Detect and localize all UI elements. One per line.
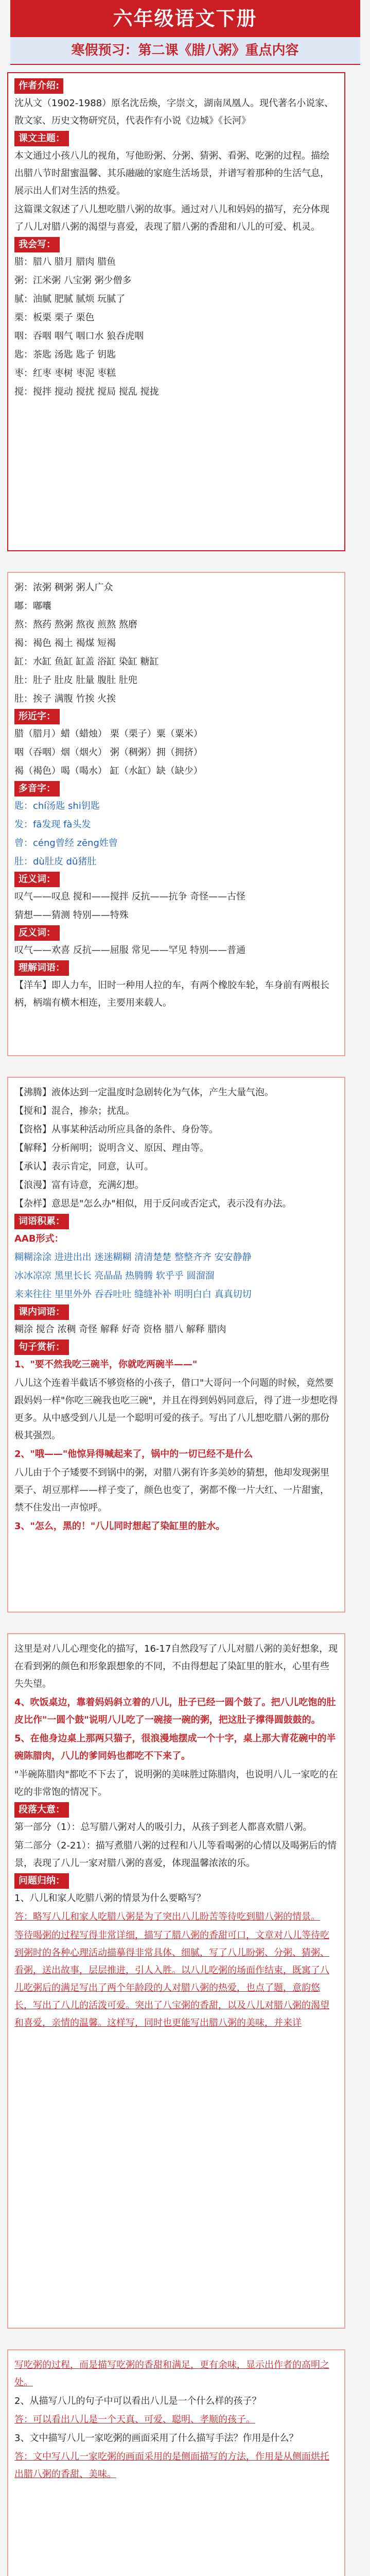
- similar-line: 咽（吞咽）烟（烟火） 粥（稠粥）拥（拥挤）: [14, 747, 203, 758]
- analysis-line: 这里是对八儿心理变化的描写，16-17自然段写了八儿对腊八粥的美好想象，现在看到粥的颜色和形象跟想象的不同，不由得想起了染缸里的脏水，心里有些失失望。: [14, 1643, 338, 1689]
- sentence-line: 1、"要不然我吃三碗半，你就吃两碗半——": [14, 1359, 198, 1370]
- analysis-line: 1、八儿和家人吃腊八粥的情景为什么要略写？: [14, 1893, 206, 1904]
- char-line: 咽：吞咽 咽气 咽口水 狼吞虎咽: [14, 331, 144, 342]
- polyphone-tag: 多音字：: [14, 781, 60, 796]
- theme-text-1: 本文通过小孩八儿的视角，写他盼粥、分粥、猜粥、看粥、吃粥的过程。描绘出腊八节时甜蜜温馨、其乐融融的家庭生活场景，并谱写着那种的生活气息，展示出人们对生活的热爱。: [14, 150, 329, 196]
- similar-tag: 形近字：: [14, 709, 60, 724]
- vocab-line: 【承认】表示肯定，同意，认可。: [14, 1161, 153, 1172]
- understand-tag: 理解词语：: [14, 960, 69, 976]
- char2-line: 熬：熬药 熬粥 熬夜 煎熬 熬磨: [14, 619, 137, 630]
- theme-tag: 课文主题：: [14, 131, 69, 146]
- char2-line: 肚：肚子 肚皮 肚量 腹肚 肚兜: [14, 675, 137, 686]
- closing-line: 3、文中描写八儿一家吃粥的画面采用了什么描写手法？作用是什么？: [14, 2433, 298, 2444]
- sentences-tag: 句子赏析：: [14, 1340, 69, 1355]
- abb2-line: 来来往往 里里外外 吞吞吐吐 缝缝补补 明明白白 真真切切: [14, 1289, 252, 1300]
- char-line: 匙：茶匙 汤匙 匙子 钥匙: [14, 349, 116, 360]
- char-line: 栗：板栗 栗子 栗色: [14, 312, 95, 323]
- closing-line: 答：文中写八儿一家吃粥的画面采用的是侧面描写的方法，作用是从侧面烘托出腊八粥的香甜、美味。: [14, 2451, 329, 2480]
- sentence-line: 2、"哦——"他惊异得喊起来了，锅中的一切已经不是什么: [14, 1449, 253, 1460]
- similar-line: 褐（褐色）喝（喝水） 缸（水缸）缺（缺少）: [14, 766, 203, 776]
- sentence-line: 八儿这个连着半截话不够资格的小孩子，借口"大哥问一个问题的时候，竟然要跟妈妈一样"你吃三碗我也吃三碗"，并且在得到妈妈同意后，得了进一步想吃得更多。从中感受到八儿是一个聪明可爱的孩子。写出了八儿想吃腊八粥的那份极其强烈。: [14, 1378, 338, 1441]
- synonym-tag: 近义词：: [14, 872, 60, 887]
- polyphone-line: 肚：dù肚皮 dǔ猪肚: [14, 856, 97, 867]
- analysis-line: 5、在他身边桌上那两只猫子，很浪漫地摆成一个十字，桌上那大青花碗中的半碗陈腊肉，八儿的爹同妈也都吃不下来了。: [14, 1733, 336, 1761]
- aabb-tag: AAB形式：: [14, 1233, 64, 1244]
- card-characters: [7, 572, 345, 1056]
- analysis-line: 第一部分（1）：总写腊八粥对人的吸引力，从孩子到老人都喜欢腊八粥。: [14, 1822, 312, 1833]
- card-overview: [7, 72, 345, 551]
- closing-line: 2、从描写八儿的句子中可以看出八儿是一个什么样的孩子？: [14, 2396, 261, 2406]
- page-subtitle: 寒假预习：第二课《腊八粥》重点内容: [10, 37, 360, 65]
- char-line: 枣：红枣 枣树 枣泥 枣糕: [14, 368, 116, 379]
- polyphone-line: 发：fā发现 fà头发: [14, 819, 91, 830]
- abb-line: 冰冰凉凉 黑里长长 亮晶晶 热腾腾 软乎乎 圆溜溜: [14, 1270, 215, 1281]
- synonym-line: 叹气——叹息 搅和——搅拌 反抗——抗争 奇怪——古怪: [14, 891, 246, 902]
- sentence-line: 八儿由于个子矮要不到锅中的粥，对腊八粥有许多美妙的猜想，他却发现粥里栗子、胡豆那样——样子变了，颜色也变了，粥都不像一片大红、一片甜蜜，禁不住发出一声惊呼。: [14, 1467, 329, 1513]
- char-line: 粥：江米粥 八宝粥 粥少僧多: [14, 275, 132, 286]
- closing-line: 答：可以看出八儿是一个天真、可爱、聪明、孝顺的孩子。: [14, 2414, 255, 2425]
- char2-line: 嘟：嘟囔: [14, 601, 51, 612]
- vocab-line: 【搅和】混合，掺杂；扰乱。: [14, 1106, 135, 1116]
- write-tag: 我会写：: [14, 237, 60, 252]
- char-line: 腊：腊八 腊月 腊肉 腊鱼: [14, 257, 116, 267]
- char2-line: 缸：水缸 鱼缸 缸盖 浴缸 染缸 糖缸: [14, 656, 159, 667]
- words-tag: 词语积累：: [14, 1214, 69, 1229]
- card-closing: [7, 2349, 345, 2576]
- vocab-line: 【杂样】意思是"怎么办"相似，用于反问或否定式，表示没有办法。: [14, 1198, 292, 1209]
- antonym-line: 叹气——欢喜 反抗——屈服 常见——罕见 特别——普通: [14, 945, 246, 956]
- char2-line: 褐：褐色 褐土 褐煤 短褐: [14, 638, 116, 649]
- author-tag: 作者介绍:: [14, 78, 63, 94]
- polyphone-line: 匙：chí汤匙 shi钥匙: [14, 801, 100, 811]
- card-vocab: [7, 1077, 345, 1613]
- analysis-line: "半碗陈腊肉"都吃不下去了，说明粥的美味胜过陈腊肉，也说明八儿一家吃的在吃的非常饱的情况下。: [14, 1769, 338, 1798]
- char2-line: 粥：浓粥 稠粥 粥人广众: [14, 582, 113, 593]
- theme-text-2: 这篇课文叙述了八儿想吃腊八粥的故事。通过对八儿和妈妈的描写，充分体现了八儿对腊八粥的渴望与喜爱，表现了腊八粥的香甜和八儿的可爱、机灵。: [14, 204, 329, 232]
- vocab-line: 【浪漫】富有诗意，充满幻想。: [14, 1180, 144, 1191]
- analysis-line: 第二部分（2-21）：描写煮腊八粥的过程和八儿等看喝粥的心情以及喝粥后的情景，表现了八儿一家对腊八粥的喜爱，体现温馨浓浓的乐。: [14, 1840, 337, 1869]
- understand-line: 【洋车】即人力车，旧时一种用人拉的车，有两个橡胶车轮，车身前有两根长柄，柄端有横木相连，主要用来载人。: [14, 980, 329, 1008]
- questions-tag: 问题归纳：: [14, 1873, 69, 1889]
- vocab-line: 【沸腾】液体达到一定温度时急剧转化为气体，产生大量气泡。: [14, 1087, 274, 1098]
- char-line: 腻：油腻 肥腻 腻烦 玩腻了: [14, 294, 126, 304]
- char2-line: 肚：挨子 满腹 竹挨 火挨: [14, 693, 116, 704]
- card-analysis: [7, 1633, 345, 2329]
- aabb-line: 糊糊涂涂 进进出出 迷迷糊糊 清清楚楚 整整齐齐 安安静静: [14, 1252, 252, 1263]
- polyphone-line: 曾：céng曾经 zēng姓曾: [14, 838, 118, 849]
- vocab-line: 【解释】分析阐明；说明含义、原因、理由等。: [14, 1143, 209, 1154]
- analysis-line: 4、吹饭桌边，靠着妈妈斜立着的八儿，肚子已经一圆个鼓了。把八儿吃饱的肚皮比作"一圆个鼓"说明八儿吃了一碗接一碗的粥，把这肚子撑得圆鼓鼓的。: [14, 1697, 336, 1725]
- analysis-line: 等待喝粥的过程写得非常详细，描写了腊八粥的香甜可口，文章对八儿等待吃到粥时的各种心理活动描摹得非常具体、细腻，写了八儿盼粥、分粥、猜粥、看粥，送出故事，层层推进，引人入胜。以八儿吃粥的场面作结束，既寓了八儿吃粥后的满足写出了两个年龄段的人对腊八粥的热爱，也点了题，意韵悠长，写出了八儿的活泼可爱。突出了八宝粥的香甜，以及八儿对腊八粥的渴望和喜爱，亲情的温馨。这样写，同时也更能写出腊八粥的美味，并来详: [14, 1930, 329, 2028]
- closing-line: 写吃粥的过程，而是描写吃粥的香甜和满足，更有余味，显示出作者的高明之处。: [14, 2360, 329, 2388]
- similar-line: 腊（腊月）蜡（蜡烛） 栗（栗子）粟（粟米）: [14, 728, 203, 739]
- page-title: 六年级语文下册: [10, 0, 360, 37]
- summary-tag: 段落大意：: [14, 1802, 69, 1818]
- synonym-line: 猜想——猜测 特别——特殊: [14, 910, 129, 921]
- author-text: 沈从文（1902-1988）原名沈岳焕，字崇文，湖南凤凰人。现代著名小说家、散文家、历史文物研究员，代表作有小说《边城》《长河》: [14, 98, 334, 126]
- antonym-tag: 反义词：: [14, 925, 60, 941]
- inner-words-tag: 课内词语：: [14, 1304, 69, 1320]
- sentence-line: 3、"怎么，黑的！"八儿同时想起了染缸里的脏水。: [14, 1521, 225, 1532]
- inner-words-line: 糊涂 搅合 浓稠 奇怪 解释 好奇 资格 腊八 解释 腊肉: [14, 1324, 226, 1335]
- vocab-line: 【资格】从事某种活动所应具备的条件、身份等。: [14, 1124, 218, 1135]
- analysis-line: 答：略写八儿和家人吃腊八粥是为了突出八儿盼苦等待吃到腊八粥的情景。: [14, 1911, 320, 1922]
- char-line: 搅：搅拌 搅动 搅扰 搅局 搅乱 搅拢: [14, 386, 159, 397]
